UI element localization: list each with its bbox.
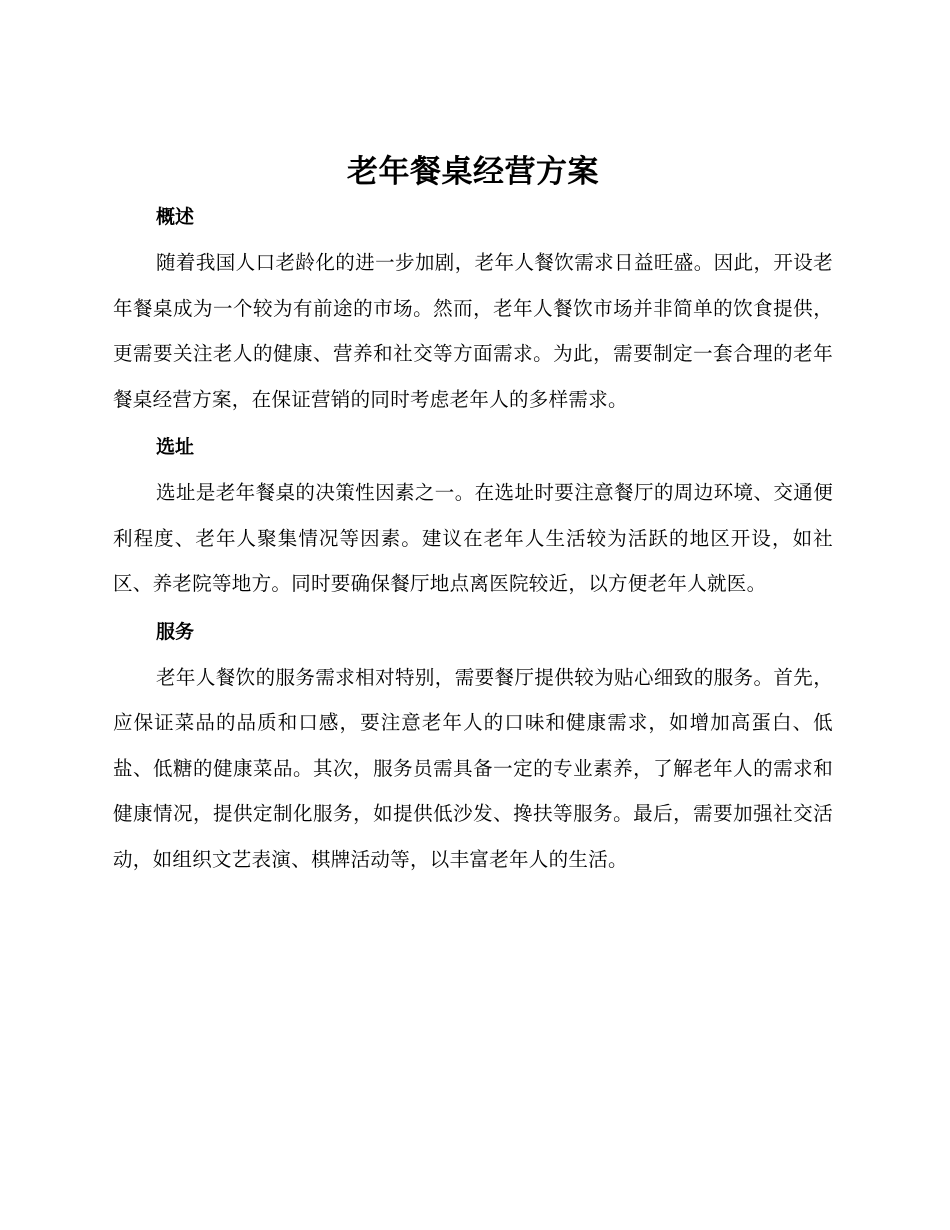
section-heading-service: 服务 [156,620,195,643]
section-service [113,613,833,883]
section-location [113,428,833,607]
document-title: 老年餐桌经营方案 [347,154,599,190]
section-paragraph-location: 选址是老年餐桌的决策性因素之一。在选址时要注意餐厅的周边环境、交通便利程度、老年人聚集情况等因素。建议在老年人生活较为活跃的地区开设，如社区、养老院等地方。同时要确保餐厅地点离医院较近，以方便老年人就医。 [113,481,833,595]
section-paragraph-service: 老年人餐饮的服务需求相对特别，需要餐厅提供较为贴心细致的服务。首先，应保证菜品的品质和口感，要注意老年人的口味和健康需求，如增加高蛋白、低盐、低糖的健康菜品。其次，服务员需具备一定的专业素养，了解老年人的需求和健康情况，提供定制化服务，如提供低沙发、搀扶等服务。最后，需要加强社交活动，如组织文艺表演、棋牌活动等，以丰富老年人的生活。 [113,665,833,871]
section-heading-location: 选址 [156,436,195,458]
section-heading-overview: 概述 [156,206,195,228]
section-overview [113,198,833,422]
section-paragraph-overview: 随着我国人口老龄化的进一步加剧，老年人餐饮需求日益旺盛。因此，开设老年餐桌成为一个较为有前途的市场。然而，老年人餐饮市场并非简单的饮食提供，更需要关注老人的健康、营养和社交等方面需求。为此，需要制定一套合理的老年餐桌经营方案，在保证营销的同时考虑老年人的多样需求。 [113,251,833,411]
document-page [113,150,833,882]
